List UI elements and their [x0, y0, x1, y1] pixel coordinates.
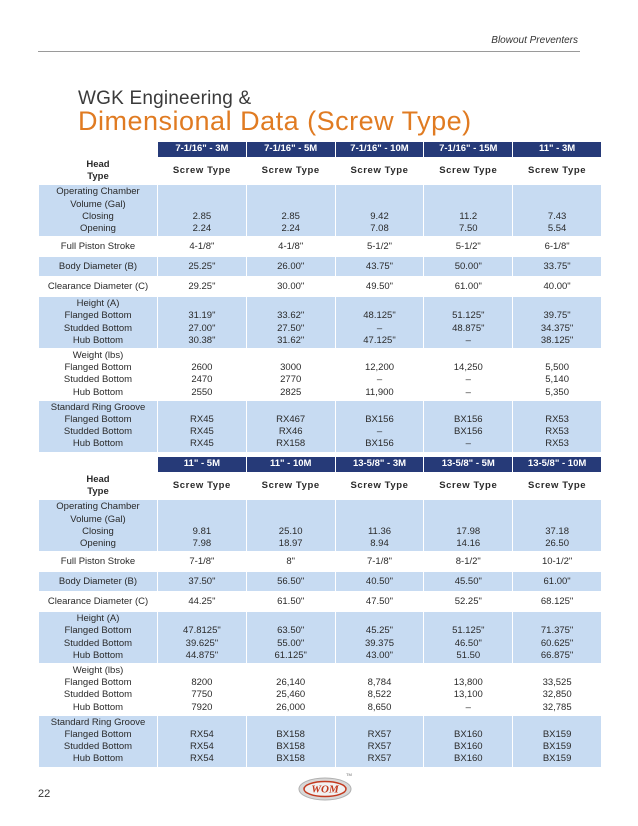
cell-value: RX45: [190, 438, 214, 450]
row-label-line: Studded Bottom: [63, 426, 133, 438]
table-cell: 49.50": [335, 277, 424, 297]
table-cell: 40.50": [335, 572, 424, 592]
row-label-line: Flanged Bottom: [64, 414, 132, 426]
table-cell: 10-1/2": [513, 552, 602, 572]
column-header: 13-5/8" - 10M: [513, 457, 602, 473]
cell-value: 32,850: [542, 689, 572, 701]
cell-value: 7.98: [192, 538, 212, 549]
table-cell: Screw Type: [424, 473, 513, 500]
cell-value: 31.62": [277, 334, 305, 346]
logo-trademark: TM: [346, 772, 352, 777]
row-label: [39, 185, 158, 237]
column-header: 13-5/8" - 5M: [424, 457, 513, 473]
cell-value: –: [465, 386, 471, 398]
row-label-line: Studded Bottom: [63, 322, 133, 334]
row-label-line: Volume (Gal): [70, 513, 126, 525]
cell-value: 8.94: [370, 538, 389, 549]
cell-value: 8,784: [367, 677, 392, 689]
cell-value: BX159: [542, 729, 572, 741]
row-label-line: Studded Bottom: [63, 374, 133, 386]
cell-value: 2550: [191, 386, 213, 398]
table-cell: [246, 715, 335, 767]
cell-value: 9.81: [192, 525, 212, 537]
table-cell: [424, 185, 513, 237]
cell-value: 9.42: [370, 210, 389, 222]
table-cell: [158, 400, 247, 452]
row-label-line: Height (A): [76, 613, 120, 625]
cell-value: –: [465, 374, 471, 386]
table-cell: 5-1/2": [335, 237, 424, 257]
row-label: Body Diameter (B): [39, 257, 158, 277]
table-cell: 8-1/2": [424, 552, 513, 572]
table-cell: 30.00": [246, 277, 335, 297]
row-label-line: Flanged Bottom: [64, 729, 132, 741]
cell-value: 63.50": [277, 625, 305, 637]
row-label-line: Hub Bottom: [72, 438, 124, 450]
table-cell: [513, 715, 602, 767]
row-label: [39, 297, 158, 349]
table-cell: [246, 185, 335, 237]
table-cell: 33.75": [513, 257, 602, 277]
row-label-line: Standard Ring Groove: [50, 716, 146, 728]
table-row-height: [39, 612, 602, 664]
table-row-clearance-diameter: [39, 592, 602, 612]
cell-value: –: [465, 701, 471, 713]
row-label: [39, 158, 158, 185]
column-header: 7-1/16" - 3M: [158, 142, 247, 158]
table-cell: [335, 612, 424, 664]
table-cell: 5-1/2": [424, 237, 513, 257]
table-row-head-type: [39, 473, 602, 500]
row-label: [39, 612, 158, 664]
cell-value: 5,350: [545, 386, 569, 398]
cell-value: 3000: [280, 362, 302, 374]
table-cell: [158, 185, 247, 237]
table-cell: [424, 612, 513, 664]
table-cell: Screw Type: [335, 158, 424, 185]
cell-value: 26,140: [276, 677, 306, 689]
table-cell: [335, 349, 424, 401]
table-cell: 4-1/8": [246, 237, 335, 257]
table-cell: 52.25": [424, 592, 513, 612]
cell-value: 46.50": [454, 637, 482, 649]
table-cell: [424, 664, 513, 716]
row-label-line: Head: [86, 474, 110, 485]
cell-value: 48.125": [363, 310, 396, 322]
cell-value: 31.19": [188, 310, 216, 322]
table-cell: [424, 400, 513, 452]
table-cell: [246, 349, 335, 401]
table-cell: Screw Type: [158, 158, 247, 185]
table-cell: [424, 349, 513, 401]
row-label: Full Piston Stroke: [39, 237, 158, 257]
cell-value: 39.375: [364, 637, 395, 649]
table-row-piston-stroke: [39, 552, 602, 572]
cell-value: 30.38": [188, 334, 216, 346]
table-cell: 8": [246, 552, 335, 572]
table-row-head-type: [39, 158, 602, 185]
row-label-line: Studded Bottom: [63, 637, 133, 649]
column-header: 11" - 10M: [246, 457, 335, 473]
row-label-line: Type: [87, 171, 109, 183]
cell-value: 39.75": [543, 310, 571, 322]
dimensional-table-2: [38, 456, 602, 768]
table-cell: Screw Type: [424, 158, 513, 185]
table-header-row: [39, 142, 602, 158]
cell-value: RX46: [278, 426, 303, 438]
cell-value: 14,250: [453, 362, 483, 374]
cell-value: 2.24: [281, 223, 300, 234]
cell-value: 47.8125": [183, 625, 221, 637]
row-label-line: Standard Ring Groove: [50, 401, 146, 413]
row-label: Full Piston Stroke: [39, 552, 158, 572]
row-label-line: Flanged Bottom: [64, 310, 132, 322]
table-row-ring-groove: [39, 715, 602, 767]
table-cell: [335, 185, 424, 237]
row-label: [39, 349, 158, 401]
row-label: [39, 400, 158, 452]
table-cell: [158, 349, 247, 401]
row-label: Clearance Diameter (C): [39, 592, 158, 612]
table-cell: Screw Type: [246, 473, 335, 500]
cell-value: 27.50": [277, 322, 305, 334]
row-label: Body Diameter (B): [39, 572, 158, 592]
cell-value: 34.375": [540, 322, 574, 334]
cell-value: RX158: [276, 438, 306, 450]
row-label-line: Hub Bottom: [72, 386, 124, 398]
cell-value: 33.62": [277, 310, 305, 322]
cell-value: RX45: [190, 426, 214, 438]
cell-value: 8,522: [367, 689, 392, 701]
table-cell: 50.00": [424, 257, 513, 277]
table-cell: 61.00": [513, 572, 602, 592]
row-label-line: Studded Bottom: [63, 689, 133, 701]
cell-value: RX53: [545, 414, 569, 426]
table-row-weight: [39, 349, 602, 401]
table-row-body-diameter: [39, 257, 602, 277]
table-row-weight: [39, 664, 602, 716]
cell-value: 11.2: [459, 210, 478, 222]
table-cell: [335, 400, 424, 452]
table-cell: [335, 664, 424, 716]
cell-value: 5,140: [545, 374, 569, 386]
table-cell: [158, 297, 247, 349]
cell-value: 2.24: [192, 223, 212, 234]
row-label-line: Studded Bottom: [63, 741, 133, 753]
column-header: 7-1/16" - 10M: [335, 142, 424, 158]
cell-value: BX160: [454, 729, 483, 741]
cell-value: –: [376, 426, 383, 438]
cell-value: RX467: [276, 414, 306, 426]
cell-value: 2825: [280, 386, 302, 398]
row-label-line: Operating Chamber: [56, 501, 140, 513]
row-label-line: Opening: [80, 223, 116, 235]
row-label-line: Closing: [82, 525, 114, 537]
table-cell: [513, 185, 602, 237]
table-cell: [158, 500, 247, 552]
cell-value: RX54: [190, 753, 214, 765]
section-label: Blowout Preventers: [491, 35, 578, 46]
row-label-line: Closing: [82, 210, 114, 222]
cell-value: 48.875": [452, 322, 485, 334]
table-cell: 7-1/8": [335, 552, 424, 572]
cell-value: 51.125": [452, 625, 485, 637]
column-header: 7-1/16" - 15M: [424, 142, 513, 158]
row-label: Clearance Diameter (C): [39, 277, 158, 297]
table-cell: 61.50": [246, 592, 335, 612]
table-cell: [513, 349, 602, 401]
cell-value: 25,460: [276, 689, 306, 701]
cell-value: 38.125": [540, 334, 574, 346]
table-cell: Screw Type: [513, 473, 602, 500]
table-row-ring-groove: [39, 400, 602, 452]
table-cell: [158, 664, 247, 716]
table-row-clearance-diameter: [39, 277, 602, 297]
table-cell: 7-1/8": [158, 552, 247, 572]
table-cell: [335, 500, 424, 552]
cell-value: RX53: [545, 426, 569, 438]
table-cell: [335, 715, 424, 767]
cell-value: 51.125": [452, 310, 485, 322]
table-cell: 44.25": [158, 592, 247, 612]
row-label-line: Head: [86, 159, 110, 170]
cell-value: 25.10: [278, 525, 303, 537]
cell-value: 11,900: [365, 386, 394, 398]
table-cell: 29.25": [158, 277, 247, 297]
table-cell: 40.00": [513, 277, 602, 297]
table-cell: [246, 297, 335, 349]
cell-value: RX57: [367, 753, 392, 765]
cell-value: 43.00": [365, 649, 394, 661]
cell-value: 2770: [280, 374, 302, 386]
table-cell: Screw Type: [246, 158, 335, 185]
table-cell: 25.25": [158, 257, 247, 277]
cell-value: 2.85: [192, 210, 212, 222]
cell-value: BX156: [454, 426, 483, 438]
cell-value: 27.00": [188, 322, 216, 334]
cell-value: 51.50: [456, 649, 481, 661]
page-title-line2: Dimensional Data (Screw Type): [78, 106, 472, 136]
header-corner: [39, 457, 158, 473]
cell-value: 12,200: [364, 362, 395, 374]
page-title-line1: WGK Engineering &: [78, 88, 252, 109]
column-header: 11" - 3M: [513, 142, 602, 158]
cell-value: 7.08: [370, 223, 389, 234]
row-label-line: Hub Bottom: [72, 649, 124, 661]
row-label: [39, 715, 158, 767]
table-cell: 47.50": [335, 592, 424, 612]
row-label: [39, 664, 158, 716]
table-cell: 4-1/8": [158, 237, 247, 257]
page-number: 22: [38, 788, 51, 800]
cell-value: RX54: [190, 741, 214, 753]
cell-value: 7.50: [459, 223, 478, 234]
table-cell: Screw Type: [158, 473, 247, 500]
table-row-operating-chamber: [39, 185, 602, 237]
cell-value: 32,785: [542, 701, 572, 713]
row-label-line: Hub Bottom: [72, 701, 124, 713]
table-cell: [246, 664, 335, 716]
row-label-line: Weight (lbs): [72, 665, 124, 677]
cell-value: 37.18: [545, 525, 569, 537]
table-cell: [158, 612, 247, 664]
column-header: 11" - 5M: [158, 457, 247, 473]
cell-value: 39.625": [185, 637, 219, 649]
cell-value: RX57: [367, 741, 392, 753]
cell-value: BX156: [365, 414, 394, 426]
cell-value: 8,650: [367, 701, 392, 713]
cell-value: –: [465, 334, 471, 346]
cell-value: 8200: [191, 677, 213, 689]
table-cell: [424, 297, 513, 349]
table-cell: [246, 500, 335, 552]
cell-value: RX57: [367, 729, 392, 741]
cell-value: 44.875": [185, 649, 219, 661]
cell-value: 60.625": [540, 637, 574, 649]
cell-value: BX158: [276, 729, 305, 741]
cell-value: 5.54: [547, 223, 567, 234]
cell-value: RX53: [545, 438, 569, 450]
table-cell: Screw Type: [335, 473, 424, 500]
table-cell: [246, 400, 335, 452]
table-cell: [513, 500, 602, 552]
row-label-line: Flanged Bottom: [64, 362, 132, 374]
table-cell: 43.75": [335, 257, 424, 277]
cell-value: 14.16: [456, 538, 481, 549]
table-row-height: [39, 297, 602, 349]
table-cell: [513, 297, 602, 349]
cell-value: BX158: [276, 753, 305, 765]
table-cell: 68.125": [513, 592, 602, 612]
column-header: 13-5/8" - 3M: [335, 457, 424, 473]
cell-value: 17.98: [456, 525, 481, 537]
row-label-line: Volume (Gal): [70, 198, 126, 210]
header-corner: [39, 142, 158, 158]
table-cell: 56.50": [246, 572, 335, 592]
cell-value: 47.125": [363, 334, 396, 346]
cell-value: –: [465, 438, 471, 450]
cell-value: 11.36: [367, 525, 392, 537]
cell-value: BX158: [276, 741, 305, 753]
table-cell: 6-1/8": [513, 237, 602, 257]
cell-value: BX159: [542, 741, 572, 753]
table-cell: 37.50": [158, 572, 247, 592]
cell-value: 5,500: [545, 362, 569, 374]
cell-value: 13,800: [453, 677, 483, 689]
table-cell: [158, 715, 247, 767]
cell-value: –: [376, 322, 383, 334]
table-row-piston-stroke: [39, 237, 602, 257]
row-label-line: Opening: [80, 538, 116, 550]
cell-value: 26.50: [545, 538, 569, 549]
cell-value: 13,100: [453, 689, 483, 701]
table-row-body-diameter: [39, 572, 602, 592]
cell-value: 18.97: [278, 538, 303, 549]
table-cell: [513, 664, 602, 716]
dimensional-table-1: [38, 141, 602, 453]
table-cell: 26.00": [246, 257, 335, 277]
table-row-operating-chamber: [39, 500, 602, 552]
cell-value: BX156: [454, 414, 483, 426]
cell-value: RX45: [190, 414, 214, 426]
row-label-line: Hub Bottom: [72, 753, 124, 765]
wom-logo: [297, 771, 355, 803]
row-label: [39, 500, 158, 552]
cell-value: 61.125": [274, 649, 307, 661]
table-cell: [513, 400, 602, 452]
cell-value: BX160: [454, 741, 483, 753]
table-cell: [513, 612, 602, 664]
cell-value: 66.875": [540, 649, 574, 661]
cell-value: 7.43: [547, 210, 567, 222]
cell-value: RX54: [190, 729, 214, 741]
cell-value: 33,525: [542, 677, 572, 689]
cell-value: 2470: [191, 374, 213, 386]
row-label-line: Hub Bottom: [72, 334, 124, 346]
cell-value: 26,000: [276, 701, 306, 713]
logo-text: WOM: [311, 783, 339, 796]
row-label-line: Flanged Bottom: [64, 677, 132, 689]
table-cell: 45.50": [424, 572, 513, 592]
table-cell: [335, 297, 424, 349]
cell-value: BX160: [454, 753, 483, 765]
row-label: [39, 473, 158, 500]
cell-value: 45.25": [365, 625, 394, 637]
header-rule: [38, 51, 580, 52]
cell-value: 7750: [191, 689, 213, 701]
cell-value: –: [376, 374, 383, 386]
row-label-line: Flanged Bottom: [64, 625, 132, 637]
table-cell: [424, 500, 513, 552]
cell-value: BX156: [365, 438, 394, 450]
cell-value: 71.375": [540, 625, 574, 637]
table-cell: 61.00": [424, 277, 513, 297]
cell-value: 7920: [191, 701, 213, 713]
row-label-line: Weight (lbs): [72, 350, 124, 362]
table-cell: [424, 715, 513, 767]
table-cell: Screw Type: [513, 158, 602, 185]
table-header-row: [39, 457, 602, 473]
column-header: 7-1/16" - 5M: [246, 142, 335, 158]
row-label-line: Height (A): [76, 298, 120, 310]
cell-value: 2.85: [281, 210, 300, 222]
cell-value: 55.00": [277, 637, 305, 649]
row-label-line: Operating Chamber: [56, 186, 140, 198]
row-label-line: Type: [87, 486, 109, 498]
cell-value: BX159: [542, 753, 572, 765]
cell-value: 2600: [191, 362, 213, 374]
table-cell: [246, 612, 335, 664]
